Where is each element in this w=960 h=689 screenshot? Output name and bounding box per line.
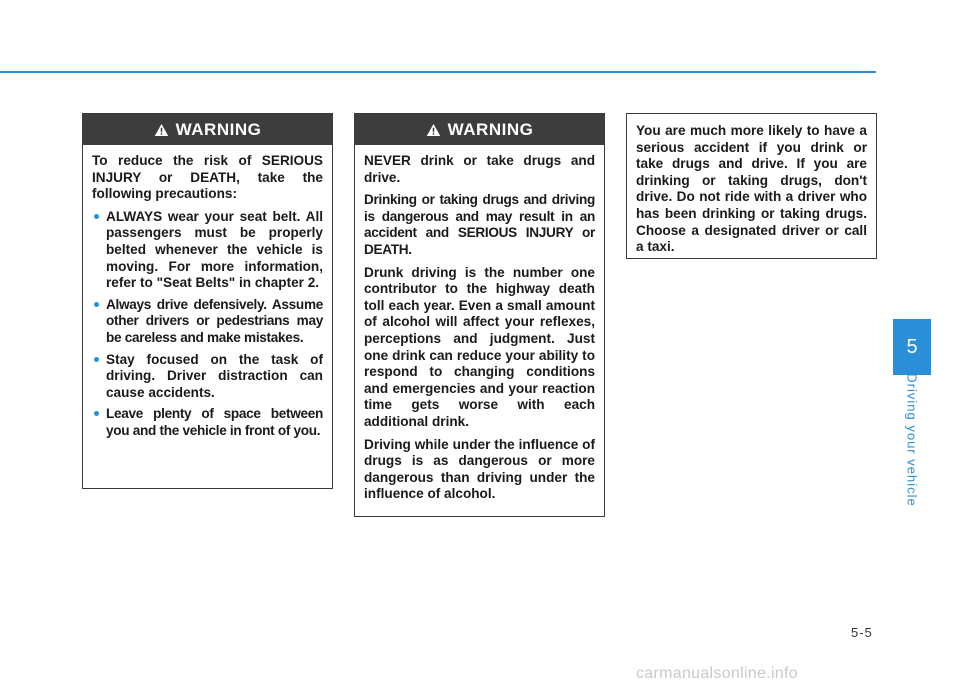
chapter-number: 5 [906, 335, 918, 358]
warning-body [355, 145, 604, 517]
list-item: Stay focused on the task of driving. Driver distraction can cause accidents. [92, 352, 323, 402]
warning-header [83, 114, 332, 145]
list-item: Always drive defensively. Assume other drivers or pedestrians may be careless and make mistakes. [92, 297, 323, 347]
warning-label: WARNING [447, 119, 534, 139]
top-rule [0, 71, 876, 73]
warning-triangle-icon [154, 123, 169, 137]
warning-triangle-icon [426, 123, 441, 137]
list-item: Leave plenty of space between you and the vehicle in front of you. [92, 406, 323, 439]
paragraph: NEVER drink or take drugs and drive. [364, 153, 595, 185]
continuation-box [626, 113, 877, 259]
watermark: carmanualsonline.info [636, 665, 798, 682]
precautions-list [92, 209, 323, 440]
warning-body [83, 145, 332, 453]
paragraph: Drinking or taking drugs and driving is dangerous and may result in an accident and SERIOUS INJURY or DEATH. [364, 192, 595, 257]
continuation-body [627, 114, 876, 270]
chapter-title: Driving your vehicle [904, 373, 920, 507]
list-item: ALWAYS wear your seat belt. All passengers must be properly belted whenever the vehicle is moving. For more information, refer to "Seat Belts" in chapter 2. [92, 209, 323, 292]
page-number: 5-5 [851, 625, 873, 640]
warning-label: WARNING [175, 119, 262, 139]
warning-intro: To reduce the risk of SERIOUS INJURY or DEATH, take the following precautions: [92, 153, 323, 202]
chapter-tab [893, 319, 931, 375]
warning-box-seat-belt [82, 113, 333, 489]
warning-header [355, 114, 604, 145]
warning-box-drunk-driving [354, 113, 605, 517]
paragraph: Drunk driving is the number one contributor to the highway death toll each year. Even a small amount of alcohol will affect your reflexes, perceptions and judgment. Just one drink can reduce your ability to respond to changing conditions and emergencies and your reaction time gets worse with each additional drink. [364, 264, 595, 429]
paragraph: You are much more likely to have a serious accident if you drink or take drugs and drive. If you are drinking or taking drugs, don't drive. Do not ride with a driver who has been drinking or taking drugs. Choose a designated driver or call a taxi. [636, 123, 867, 255]
paragraph: Driving while under the influence of drugs is as dangerous or more dangerous than driving under the influence of alcohol. [364, 436, 595, 502]
